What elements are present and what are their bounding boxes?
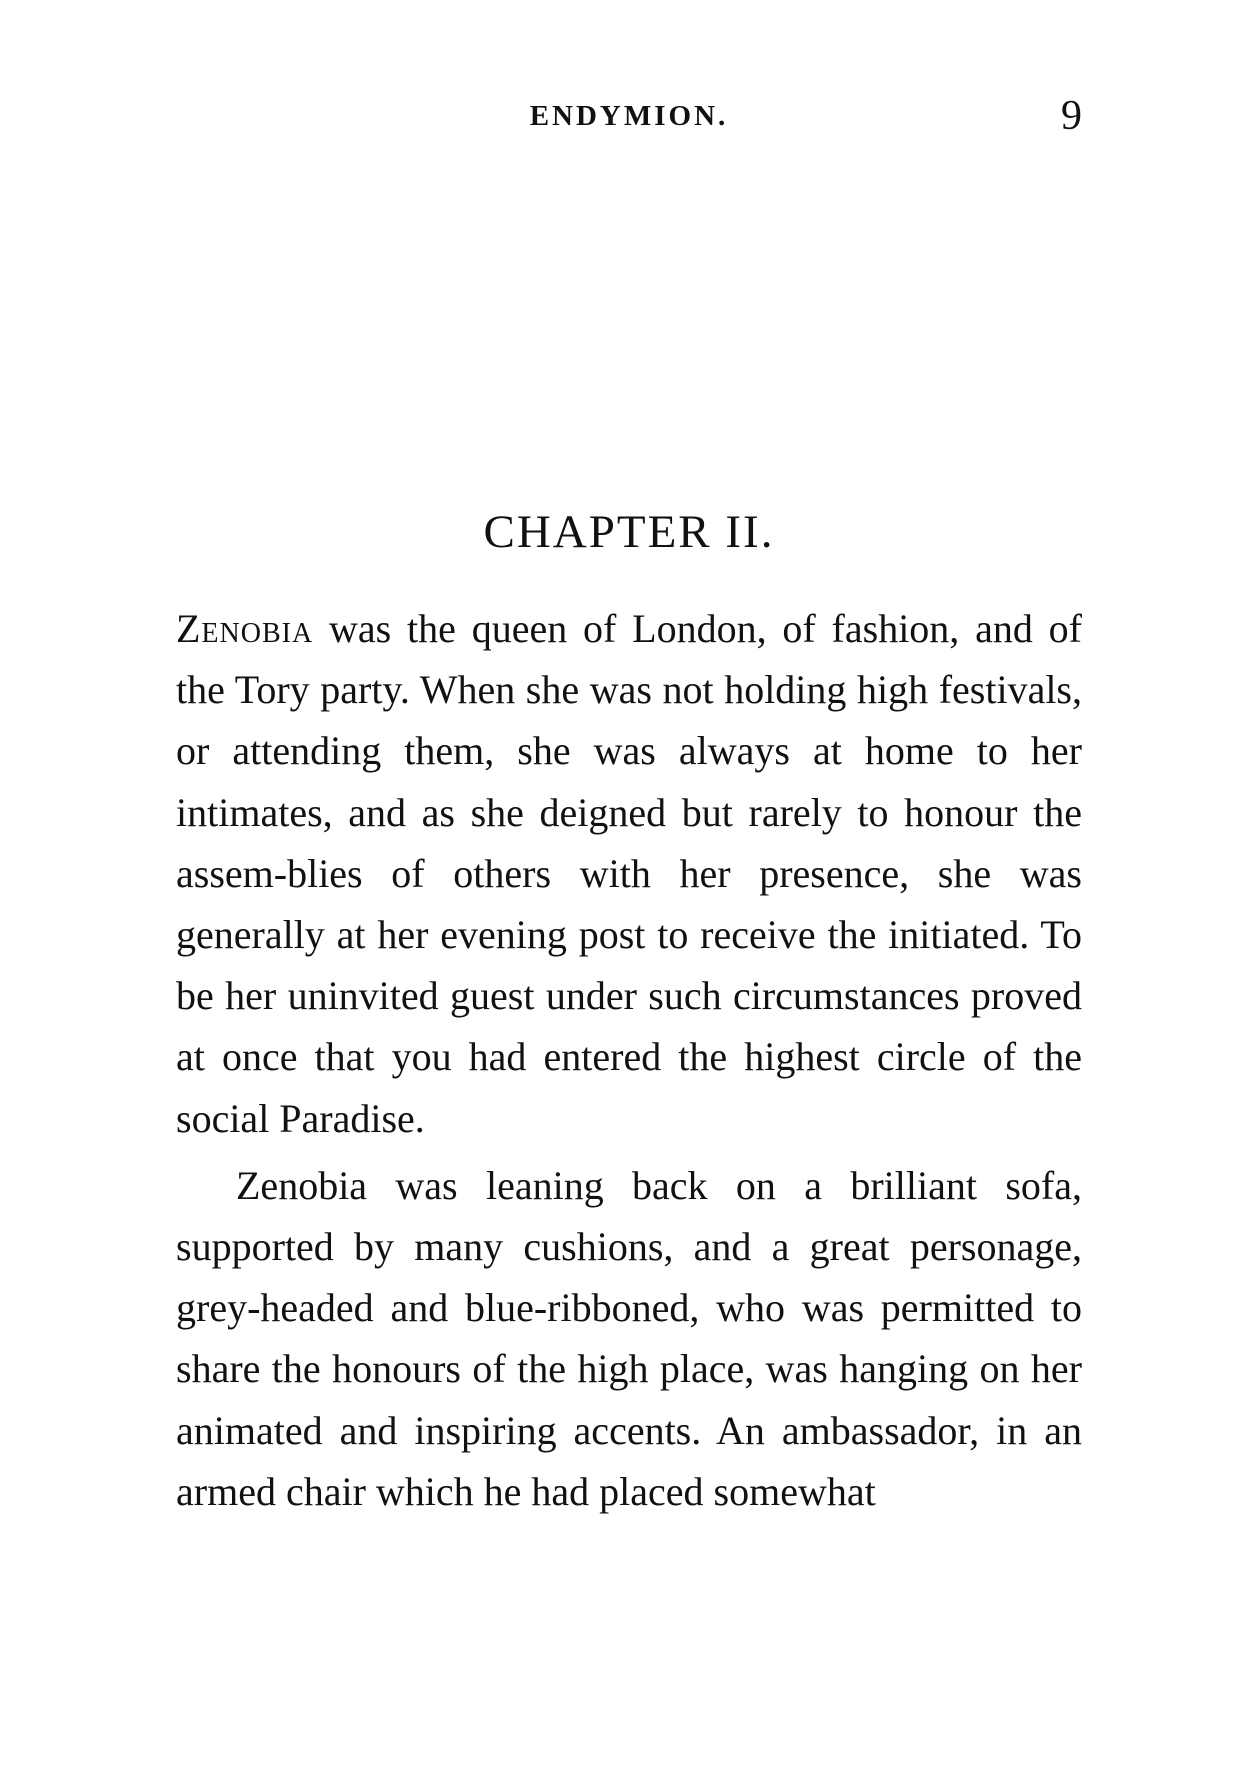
running-head xyxy=(176,92,1082,142)
chapter-title: CHAPTER II. xyxy=(483,506,775,558)
paragraph-2: Zenobia was leaning back on a brilliant sofa, supported by many cushions, and a great personage, grey-headed and blue-ribboned, who was permitted to share the honours of the high place, was hanging on her animated and inspiring accents. An ambassador, in an armed chair which he had placed somewhat xyxy=(176,1162,1082,1514)
body-text xyxy=(176,598,1082,1522)
paragraph-1-lead: Zenobia xyxy=(176,606,314,651)
paragraph-1 xyxy=(176,598,1082,1149)
page-number: 9 xyxy=(1061,93,1082,139)
running-title: ENDYMION. xyxy=(529,100,729,132)
paragraph-1-text: was the queen of London, of fashion, and of the Tory party. When she was not holding high festivals, or attending them, she was always at home to her intimates, and as she deigned but rarely to honour the assem-blies of others with her presence, she was generally at her evening post to receive the initiated. To be her uninvited guest under such circumstances proved at once that you had entered the highest circle of the social Paradise. xyxy=(176,606,1082,1141)
